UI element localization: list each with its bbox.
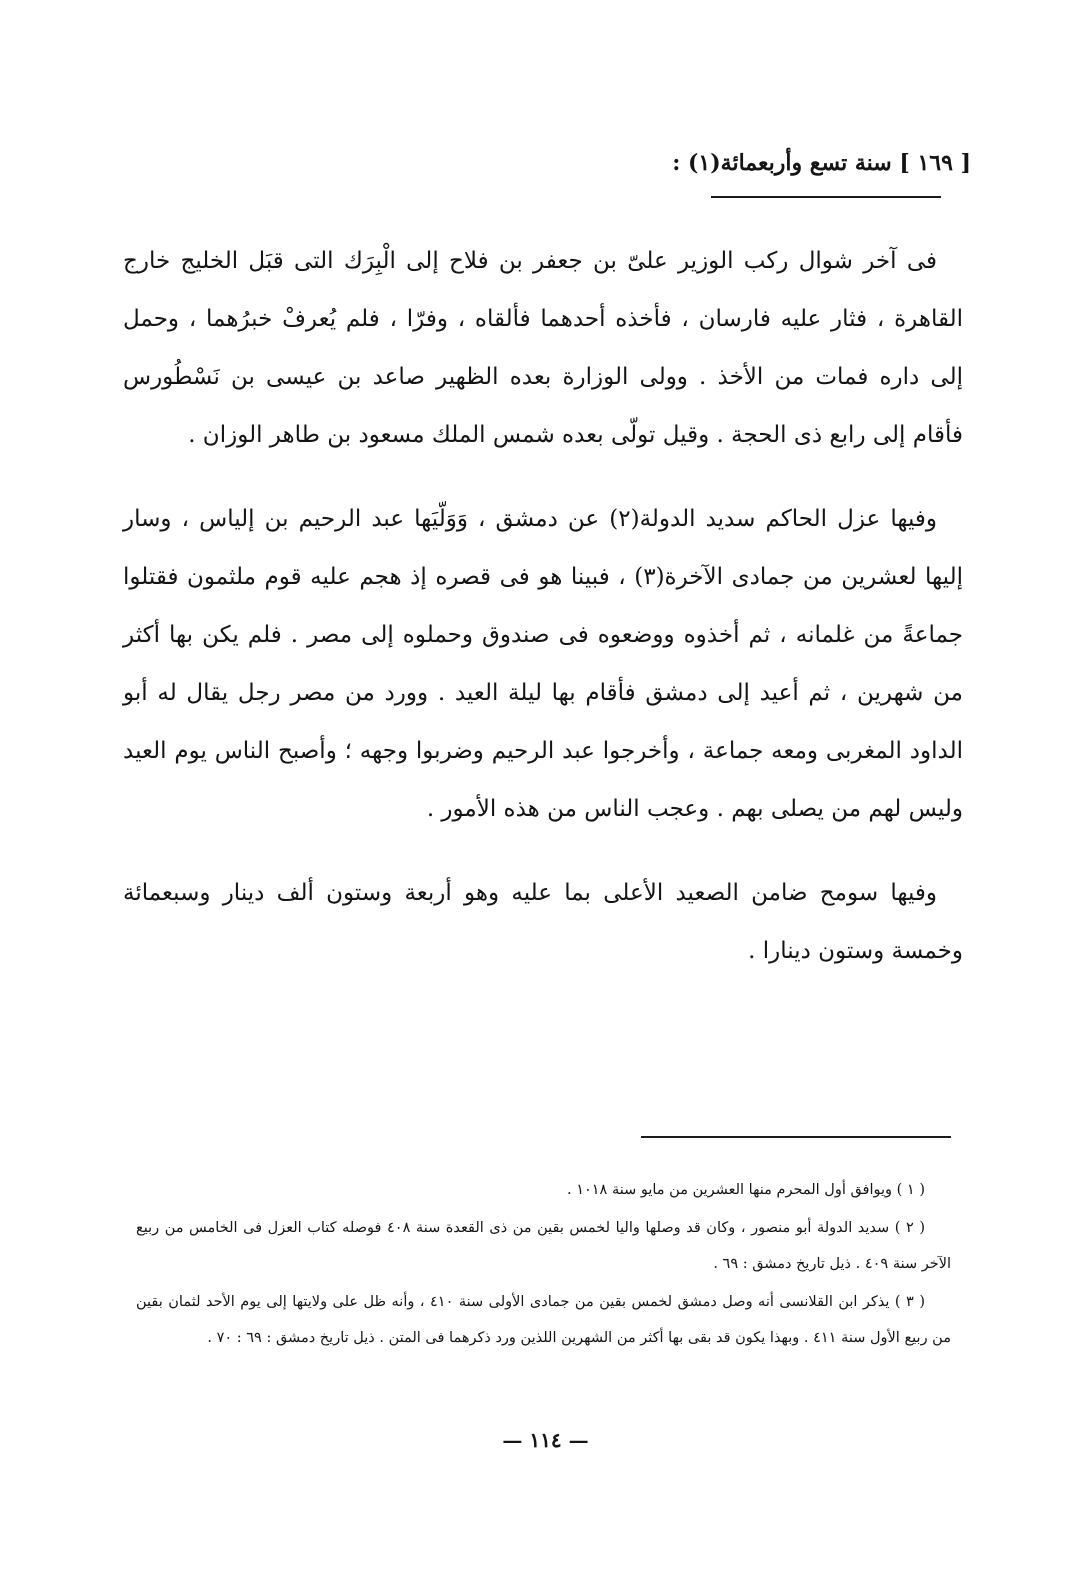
footnote: ( ٢ ) سديد الدولة أبو منصور ، وكان قد وصلها واليا لخمس بقين من ذى القعدة سنة ٤٠٨ فوصله كتاب العزل فى الخامس من ربيع الآخر سنة ٤٠٩ . ذيل تاريخ دمشق : ٦٩ .	[136, 1220, 951, 1272]
heading-underline	[711, 196, 941, 198]
page-number: — ١١٤ —	[502, 1428, 589, 1452]
paragraph: وفيها سومح ضامن الصعيد الأعلى بما عليه وهو أربعة وستون ألف دينار وسبعمائة وخمسة وستون دينارا .	[123, 880, 963, 964]
paragraph: فى آخر شوال ركب الوزير علىّ بن جعفر بن فلاح إلى الْبِرَك التى قبَل الخليج خارج القاهرة ، فثار عليه فارسان ، فأخذه أحدهما فألقاه ، وفرّا ، فلم يُعرفْ خبرُهما ، وحمل إلى داره فمات من الأخذ . وولى الوزارة بعده الظهير صاعد بن عيسى بن نَسْطُورس فأقام إلى رابع ذى الحجة . وقيل تولّى بعده شمس الملك مسعود بن طاهر الوزان .	[123, 248, 963, 448]
footnote-separator	[641, 1136, 951, 1138]
section-heading: [ ١٦٩ ] سنة تسع وأربعمائة(١) :	[672, 150, 971, 176]
main-text	[123, 232, 963, 1006]
paragraph: وفيها عزل الحاكم سديد الدولة(٢) عن دمشق ، وَوَلّيَها عبد الرحيم بن إلياس ، وسار إليها لعشرين من جمادى الآخرة(٣) ، فبينا هو فى قصره إذ هجم عليه قوم ملثمون فقتلوا جماعةً من غلمانه ، ثم أخذوه ووضعوه فى صندوق وحملوه إلى مصر . فلم يكن بها أكثر من شهرين ، ثم أعيد إلى دمشق فأقام بها ليلة العيد . وورد من مصر رجل يقال له أبو الداود المغربى ومعه جماعة ، وأخرجوا عبد الرحيم وضربوا وجهه ؛ وأصبح الناس يوم العيد وليس لهم من يصلى بهم . وعجب الناس من هذه الأمور .	[123, 506, 963, 822]
footnote: ( ٣ ) يذكر ابن القلانسى أنه وصل دمشق لخمس بقين من جمادى الأولى سنة ٤١٠ ، وأنه ظل على ولايتها إلى يوم الأحد لثمان بقين من ربيع الأول سنة ٤١١ . وبهذا يكون قد بقى بها أكثر من الشهرين اللذين ورد ذكرهما فى المتن . ذيل تاريخ دمشق : ٦٩ : ٧٠ .	[136, 1294, 951, 1346]
footnote: ( ١ ) ويوافق أول المحرم منها العشرين من مايو سنة ١٠١٨ .	[566, 1182, 925, 1198]
footnotes	[136, 1172, 951, 1358]
